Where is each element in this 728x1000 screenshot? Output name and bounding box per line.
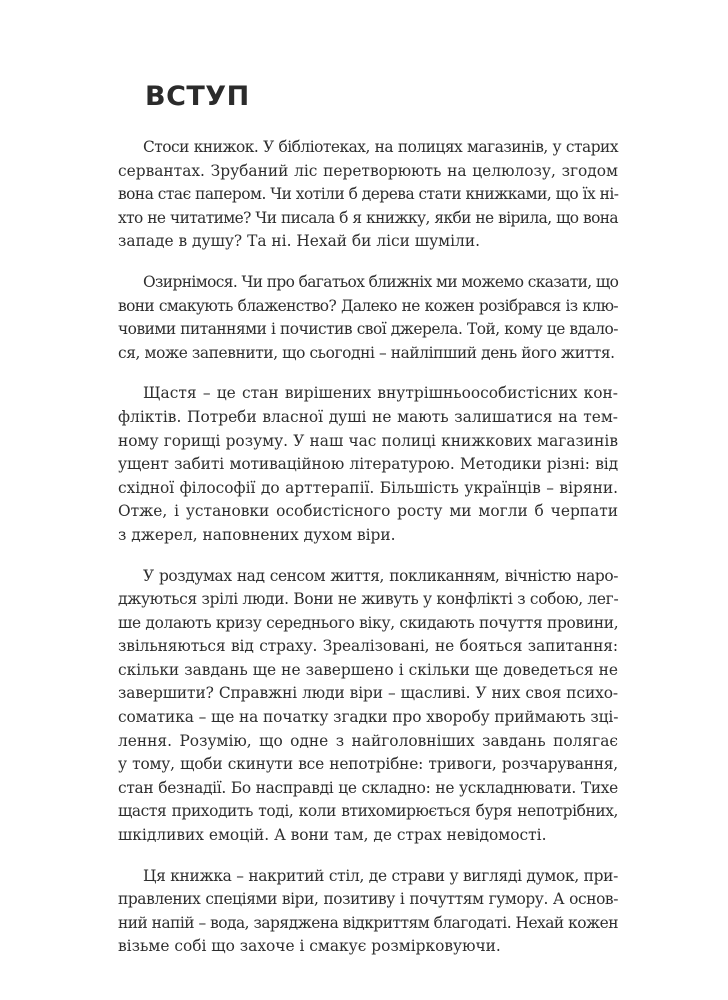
- text-line: сервантах. Зрубаний ліс перетворюють на целюлозу, згодом: [118, 161, 618, 180]
- text-line: човими питаннями і почистив свої джерела. Той, кому це вдало-: [118, 320, 618, 339]
- text-line: з джерел, наповнених духом віри.: [118, 525, 396, 544]
- chapter-body: [118, 136, 618, 976]
- text-line: лення. Розумію, що одне з найголовніших завдань полягає: [118, 731, 618, 750]
- text-line: звільняються від страху. Зреалізовані, не бояться запитання:: [118, 637, 618, 656]
- text-line: правлених спеціями віри, позитиву і почуттям гумору. А основ-: [118, 890, 618, 909]
- text-line: Ця книжка – накритий стіл, де страви у вигляді думок, при-: [143, 866, 618, 885]
- paragraph-3: [118, 382, 618, 547]
- text-line: завершити? Справжні люди віри – щасливі. У них своя психо-: [118, 684, 618, 703]
- text-line: ущент забиті мотиваційною літературою. Методики різні: від: [118, 455, 618, 474]
- paragraph-1: [118, 136, 618, 254]
- paragraph-4: [118, 565, 618, 848]
- text-line: ному горищі розуму. У наш час полиці книжкових магазинів: [118, 431, 618, 450]
- text-line: шкідливих емоцій. А вони там, де страх невідомості.: [118, 826, 547, 845]
- paragraph-5: [118, 865, 618, 959]
- text-line: западе в душу? Та ні. Нехай би ліси шуміли.: [118, 232, 480, 251]
- text-line: східної філософії до арттерапії. Більшість українців – віряни.: [118, 478, 618, 497]
- paragraph-2: [118, 271, 618, 365]
- text-line: соматика – ще на початку згадки про хворобу приймають зці-: [118, 708, 619, 727]
- text-line: щастя приходить тоді, коли втихомирюється буря непотрібних,: [118, 802, 618, 821]
- text-line: скільки завдань ще не завершено і скільки ще доведеться не: [118, 660, 618, 679]
- text-line: стан безнадії. Бо насправді це складно: не ускладнювати. Тихе: [118, 778, 618, 797]
- text-line: ний напій – вода, заряджена відкриттям благодаті. Нехай кожен: [118, 913, 618, 932]
- text-line: джуються зрілі люди. Вони не живуть у конфлікті з собою, лег-: [118, 590, 619, 609]
- text-line: Стоси книжок. У бібліотеках, на полицях магазинів, у старих: [143, 138, 618, 156]
- text-line: фліктів. Потреби власної душі не мають залишатися на тем-: [118, 407, 618, 426]
- text-line: візьме собі що захоче і смакує розмірковуючи.: [118, 937, 501, 956]
- text-line: у тому, щоби скинути все непотрібне: тривоги, розчарування,: [118, 755, 618, 774]
- text-line: хто не читатиме? Чи писала б я книжку, якби не вірила, що вона: [118, 208, 618, 227]
- text-line: вона стає папером. Чи хотіли б дерева стати книжками, що їх ні-: [118, 185, 619, 204]
- text-line: ше долають кризу середнього віку, скидають почуття провини,: [118, 613, 619, 632]
- text-line: Отже, і установки особистісного росту ми могли б черпати: [118, 502, 618, 521]
- text-line: Щастя – це стан вирішених внутрішньоособистісних кон-: [143, 384, 618, 403]
- text-line: ся, може запевнити, що сьогодні – найліпший день його життя.: [118, 343, 615, 362]
- text-line: У роздумах над сенсом життя, покликанням, вічністю наро-: [143, 566, 618, 585]
- text-line: вони смакують блаженство? Далеко не кожен розібрався із клю-: [118, 296, 618, 315]
- chapter-heading: ВСТУП: [145, 81, 250, 112]
- text-line: Озирнімося. Чи про багатьох ближніх ми можемо сказати, що: [143, 272, 619, 291]
